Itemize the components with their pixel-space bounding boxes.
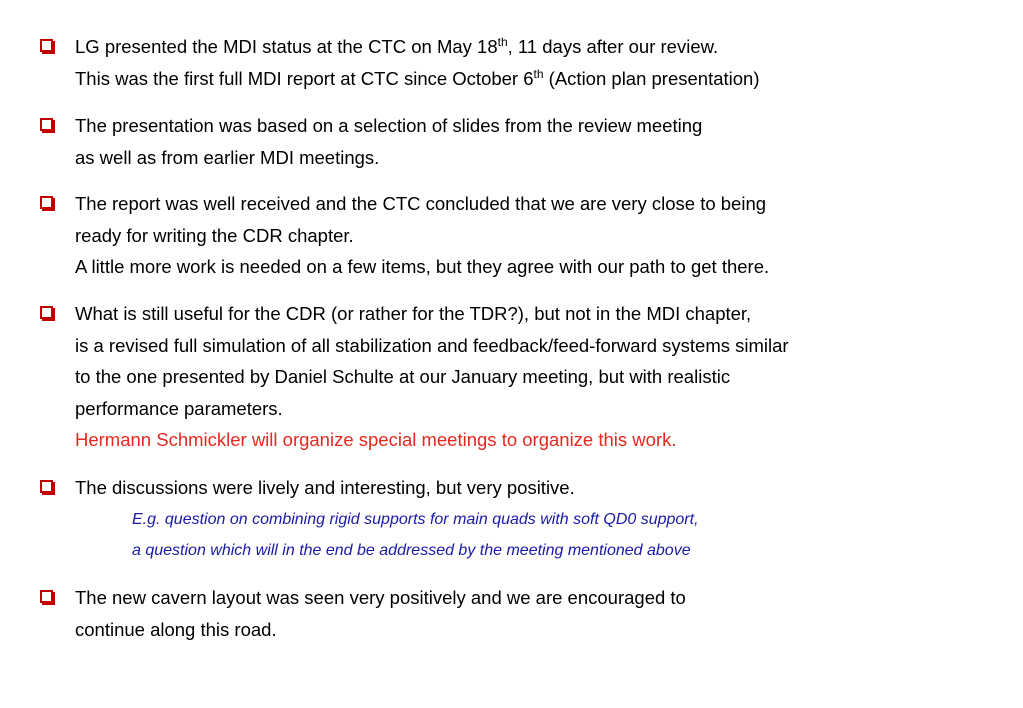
bullet-line: LG presented the MDI status at the CTC on May 18th, 11 days after our review. bbox=[75, 35, 719, 57]
note-line: a question which will in the end be addressed by the meeting mentioned above bbox=[132, 542, 691, 559]
bullet-line: performance parameters. bbox=[75, 397, 283, 419]
bullet-line: The report was well received and the CTC concluded that we are very close to being bbox=[75, 193, 767, 214]
highlight-line: Hermann Schmickler will organize special meetings to organize this work. bbox=[75, 429, 677, 450]
bullet-line: The presentation was based on a selection of slides from the review meeting bbox=[75, 115, 703, 136]
bullet-line: A little more work is needed on a few items, but they agree with our path to get there. bbox=[75, 256, 770, 277]
bullet-line: to the one presented by Daniel Schulte at our January meeting, but with realistic bbox=[75, 366, 731, 387]
bullet-2-text bbox=[75, 115, 975, 178]
bullet-5-text bbox=[75, 477, 975, 572]
bullet-line: ready for writing the CDR chapter. bbox=[75, 224, 354, 246]
bullet-line: This was the first full MDI report at CTC since October 6th (Action plan presentation) bbox=[75, 66, 760, 89]
checkbox-bullet-icon bbox=[40, 590, 53, 603]
checkbox-bullet-icon bbox=[40, 39, 53, 52]
bullet-line: as well as from earlier MDI meetings. bbox=[75, 146, 380, 168]
bullet-1-text bbox=[75, 36, 975, 99]
note-line: E.g. question on combining rigid supports for main quads with soft QD0 support, bbox=[132, 510, 699, 528]
checkbox-bullet-icon bbox=[40, 118, 53, 131]
bullet-line: is a revised full simulation of all stabilization and feedback/feed-forward systems similar bbox=[75, 334, 789, 356]
bullet-line: The new cavern layout was seen very positively and we are encouraged to bbox=[75, 587, 686, 608]
bullet-6-text bbox=[75, 587, 975, 650]
bullet-line: The discussions were lively and interesting, but very positive. bbox=[75, 477, 575, 498]
bullet-line: continue along this road. bbox=[75, 618, 277, 640]
bullet-4-text bbox=[75, 303, 975, 461]
checkbox-bullet-icon bbox=[40, 306, 53, 319]
checkbox-bullet-icon bbox=[40, 196, 53, 209]
bullet-3-text bbox=[75, 193, 975, 288]
checkbox-bullet-icon bbox=[40, 480, 53, 493]
bullet-line: What is still useful for the CDR (or rather for the TDR?), but not in the MDI chapter, bbox=[75, 303, 752, 324]
